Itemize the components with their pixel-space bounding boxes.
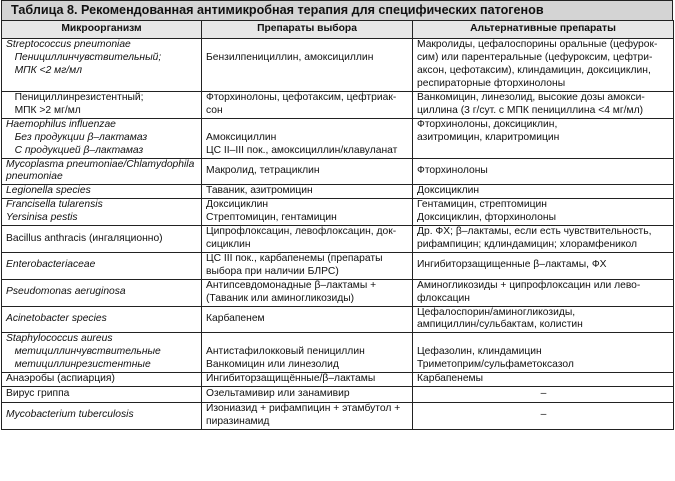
choice-drugs-cell: Бензилпенициллин, амоксициллин [202,39,413,92]
choice-drugs-cell: Антистафилокковый пенициллин Ванкомицин или линезолид [202,333,413,373]
choice-drugs-cell: Фторхинолоны, цефотаксим, цефтриак- сон [202,92,413,119]
organism-cell: Mycobacterium tuberculosis [2,402,202,429]
table-row [2,92,674,119]
table-row [2,199,674,226]
organism-cell: Enterobacteriaceae [2,252,202,279]
header-row [2,21,674,39]
choice-drugs-cell: Ингибиторзащищённые/β–лактамы [202,373,413,387]
organism-cell: Pseudomonas aeruginosa [2,279,202,306]
table-row [2,386,674,402]
alternative-drugs-cell: Ванкомицин, линезолид, высокие дозы амокси- циллина (3 г/сут. с МПК пенициллина <4 мг/мл) [413,92,674,119]
table-row [2,306,674,333]
organism-cell: Acinetobacter species [2,306,202,333]
alternative-drugs-cell: Цефалоспорин/аминогликозиды, ампициллин/сульбактам, колистин [413,306,674,333]
organism-cell: Пенициллинрезистентный; МПК >2 мг/мл [2,92,202,119]
organism-cell: Анаэробы (аспиарция) [2,373,202,387]
table-title: Таблица 8. Рекомендованная антимикробная терапия для специфических патогенов [1,0,673,20]
table-row [2,226,674,253]
table-row [2,158,674,185]
column-header-choice: Препараты выбора [202,21,413,39]
alternative-drugs-cell: Доксициклин [413,185,674,199]
alternative-drugs-cell: Цефазолин, клиндамицин Триметоприм/сульфаметоксазол [413,333,674,373]
alternative-drugs-cell: Фторхинолоны [413,158,674,185]
alternative-drugs-cell: Макролиды, цефалоспорины оральные (цефурок- сим) или парентеральные (цефуроксим, цефтри- аксон, цефотаксим), клиндамицин, доксициклин, респираторные фторхинолоны [413,39,674,92]
choice-drugs-cell: ЦС III пок., карбапенемы (препараты выбора при наличии БЛРС) [202,252,413,279]
organism-cell: Haemophilus influenzae Без продукции β–лактамаз С продукцией β–лактамаз [2,118,202,158]
choice-drugs-cell: Карбапенем [202,306,413,333]
choice-drugs-cell: Макролид, тетрациклин [202,158,413,185]
alternative-drugs-cell: – [413,402,674,429]
organism-cell: Legionella species [2,185,202,199]
choice-drugs-cell: Ципрофлоксацин, левофлоксацин, док- сициклин [202,226,413,253]
table-row [2,333,674,373]
alternative-drugs-cell: Аминогликозиды + ципрофлоксацин или лево- флоксацин [413,279,674,306]
table-row [2,402,674,429]
table-row [2,185,674,199]
organism-cell: Staphylococcus aureus метициллинчувствительные метициллинрезистентные [2,333,202,373]
column-header-alternative: Альтернативные препараты [413,21,674,39]
column-header-organism: Микроорганизм [2,21,202,39]
table-row [2,39,674,92]
organism-cell: Streptococcus pneumoniae Пенициллинчувствительный; МПК <2 мг/мл [2,39,202,92]
choice-drugs-cell: Озельтамивир или занамивир [202,386,413,402]
organism-cell: Francisella tularensis Yersinisa pestis [2,199,202,226]
table-row [2,373,674,387]
alternative-drugs-cell: Гентамицин, стрептомицин Доксициклин, фторхинолоны [413,199,674,226]
choice-drugs-cell: Таваник, азитромицин [202,185,413,199]
alternative-drugs-cell: – [413,386,674,402]
choice-drugs-cell: Доксициклин Стрептомицин, гентамицин [202,199,413,226]
alternative-drugs-cell: Ингибиторзащищенные β–лактамы, ФХ [413,252,674,279]
alternative-drugs-cell: Др. ФХ; β–лактамы, если есть чувствительность, рифампицин; кдлиндамицин; хлорамфеникол [413,226,674,253]
organism-cell: Bacillus anthracis (ингаляционно) [2,226,202,253]
table-row [2,279,674,306]
choice-drugs-cell: Амоксициллин ЦС II–III пок., амоксициллин/клавуланат [202,118,413,158]
alternative-drugs-cell: Карбапенемы [413,373,674,387]
organism-cell: Mycoplasma pneumoniae/Chlamydophila pneumoniae [2,158,202,185]
organism-cell: Вирус гриппа [2,386,202,402]
choice-drugs-cell: Изониазид + рифампицин + этамбутол + пиразинамид [202,402,413,429]
choice-drugs-cell: Антипсевдомонадные β–лактамы + (Таваник или аминогликозиды) [202,279,413,306]
table-row [2,118,674,158]
table-row [2,252,674,279]
alternative-drugs-cell: Фторхинолоны, доксициклин, азитромицин, кларитромицин [413,118,674,158]
pathogen-therapy-table [1,20,674,430]
table-container [1,0,673,430]
